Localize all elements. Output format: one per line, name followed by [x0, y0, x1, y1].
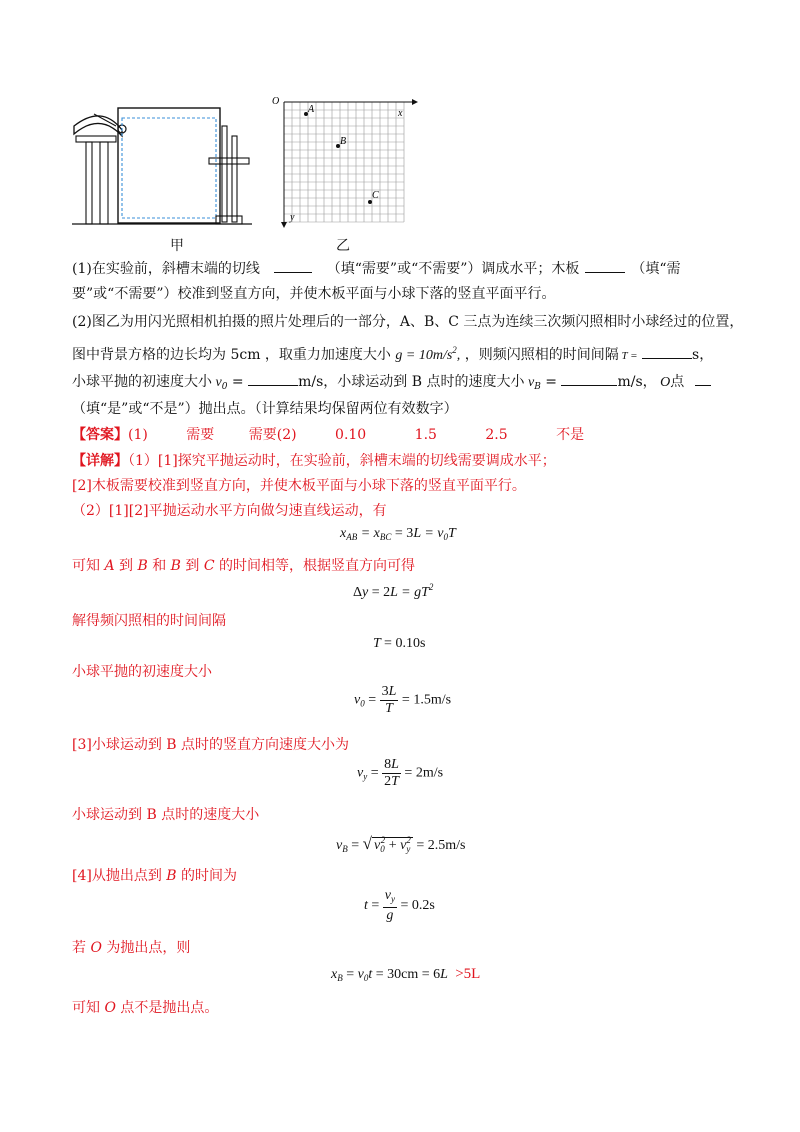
answer-blank-5[interactable] [561, 371, 617, 386]
detail-line-8: 小球运动到 B 点时的速度大小 [72, 807, 260, 823]
point-a-label: A [308, 104, 315, 115]
grid-figure [270, 94, 420, 234]
question-line-4: 图中背景方格的边长均为 5cm ，取重力加速度大小 $g = 10m/s^2$, ，则频闪照相的时间间隔 T = s， [72, 345, 714, 363]
detail-line-11: 可知 O 点不是抛出点。 [72, 1000, 219, 1016]
figure-label-yi: 乙 [336, 238, 350, 254]
detail-line-9: [4]从抛出点到 B 的时间为 [72, 868, 238, 884]
equation-4: $v_0$ = $\frac{3L}{T}$ = 1.5m/s [354, 684, 452, 716]
answer-blank-6[interactable] [695, 371, 711, 386]
detail-line-10: 若 O 为抛出点，则 [72, 940, 191, 956]
equation-5: $v_y$ = $\frac{8L}{2T}$ = 2m/s [357, 757, 444, 789]
answer-blank-4[interactable] [248, 371, 298, 386]
question-line-5: 小球平抛的初速度大小 $v_0 = m/s$，小球运动到 B 点时的速度大小 $v_B = m/s$， O点 [72, 371, 711, 397]
detail-line-1: 【详解】（1）[1]探究平抛运动时，在实验前，斜槽末端的切线需要调成水平； [72, 453, 556, 469]
equation-8: $x_B = v_0t = 30cm = 6L >5L$ [331, 966, 481, 983]
detail-line-5: 解得频闪照相的时间间隔 [72, 613, 226, 629]
x-axis-label: x [398, 108, 403, 119]
apparatus-figure [72, 96, 252, 231]
answer-blank-3[interactable] [642, 344, 692, 359]
question-line-3: (2)图乙为用闪光照相机拍摄的照片处理后的一部分，A、B、C 三点为连续三次频闪照相时小球经过的位置， [72, 314, 744, 330]
answer-blank-2[interactable] [585, 258, 625, 273]
equation-1: $x_{AB} = x_{BC} = 3L = v_0T$ [340, 526, 456, 542]
detail-line-3: （2）[1][2]平抛运动水平方向做匀速直线运动，有 [72, 503, 387, 519]
detail-line-6: 小球平抛的初速度大小 [72, 664, 212, 680]
detail-line-7: [3]小球运动到 B 点时的竖直方向速度大小为 [72, 737, 350, 753]
question-line-2: 要”或“不需要”）校准到竖直方向，并使木板平面与小球下落的竖直平面平行。 [72, 286, 556, 302]
equation-6: $v_B$ = √ $v_0^2 + v_y^2 = 2.5m/s$ [336, 834, 466, 854]
origin-label: O [272, 96, 280, 107]
detail-line-2: [2]木板需要校准到竖直方向，并使木板平面与小球下落的竖直平面平行。 [72, 478, 526, 494]
question-line-1: (1)在实验前，斜槽末端的切线 （填“需要”或“不需要”）调成水平；木板 （填“需 [72, 258, 681, 279]
figure-label-jia: 甲 [170, 238, 184, 254]
equation-7: t = $\frac{v_y}{g}$ = 0.2s [364, 888, 435, 923]
point-b-label: B [340, 136, 347, 147]
point-c-label: C [372, 190, 379, 201]
y-axis-label: y [290, 212, 295, 223]
equation-2: $\Delta y = 2L = gT^2$ [353, 582, 434, 600]
extra-annotation: >5L [455, 966, 481, 982]
answer-blank-1[interactable] [274, 258, 312, 273]
detail-line-4: 可知 A 到 B 和 B 到 C 的时间相等，根据竖直方向可得 [72, 558, 416, 574]
question-line-6: （填“是”或“不是”）抛出点。（计算结果均保留两位有效数字） [72, 401, 458, 417]
equation-3: T = 0.10s [373, 636, 426, 651]
answer-line: 【答案】(1) 需要 需要(2) 0.10 1.5 2.5 不是 [72, 427, 585, 443]
